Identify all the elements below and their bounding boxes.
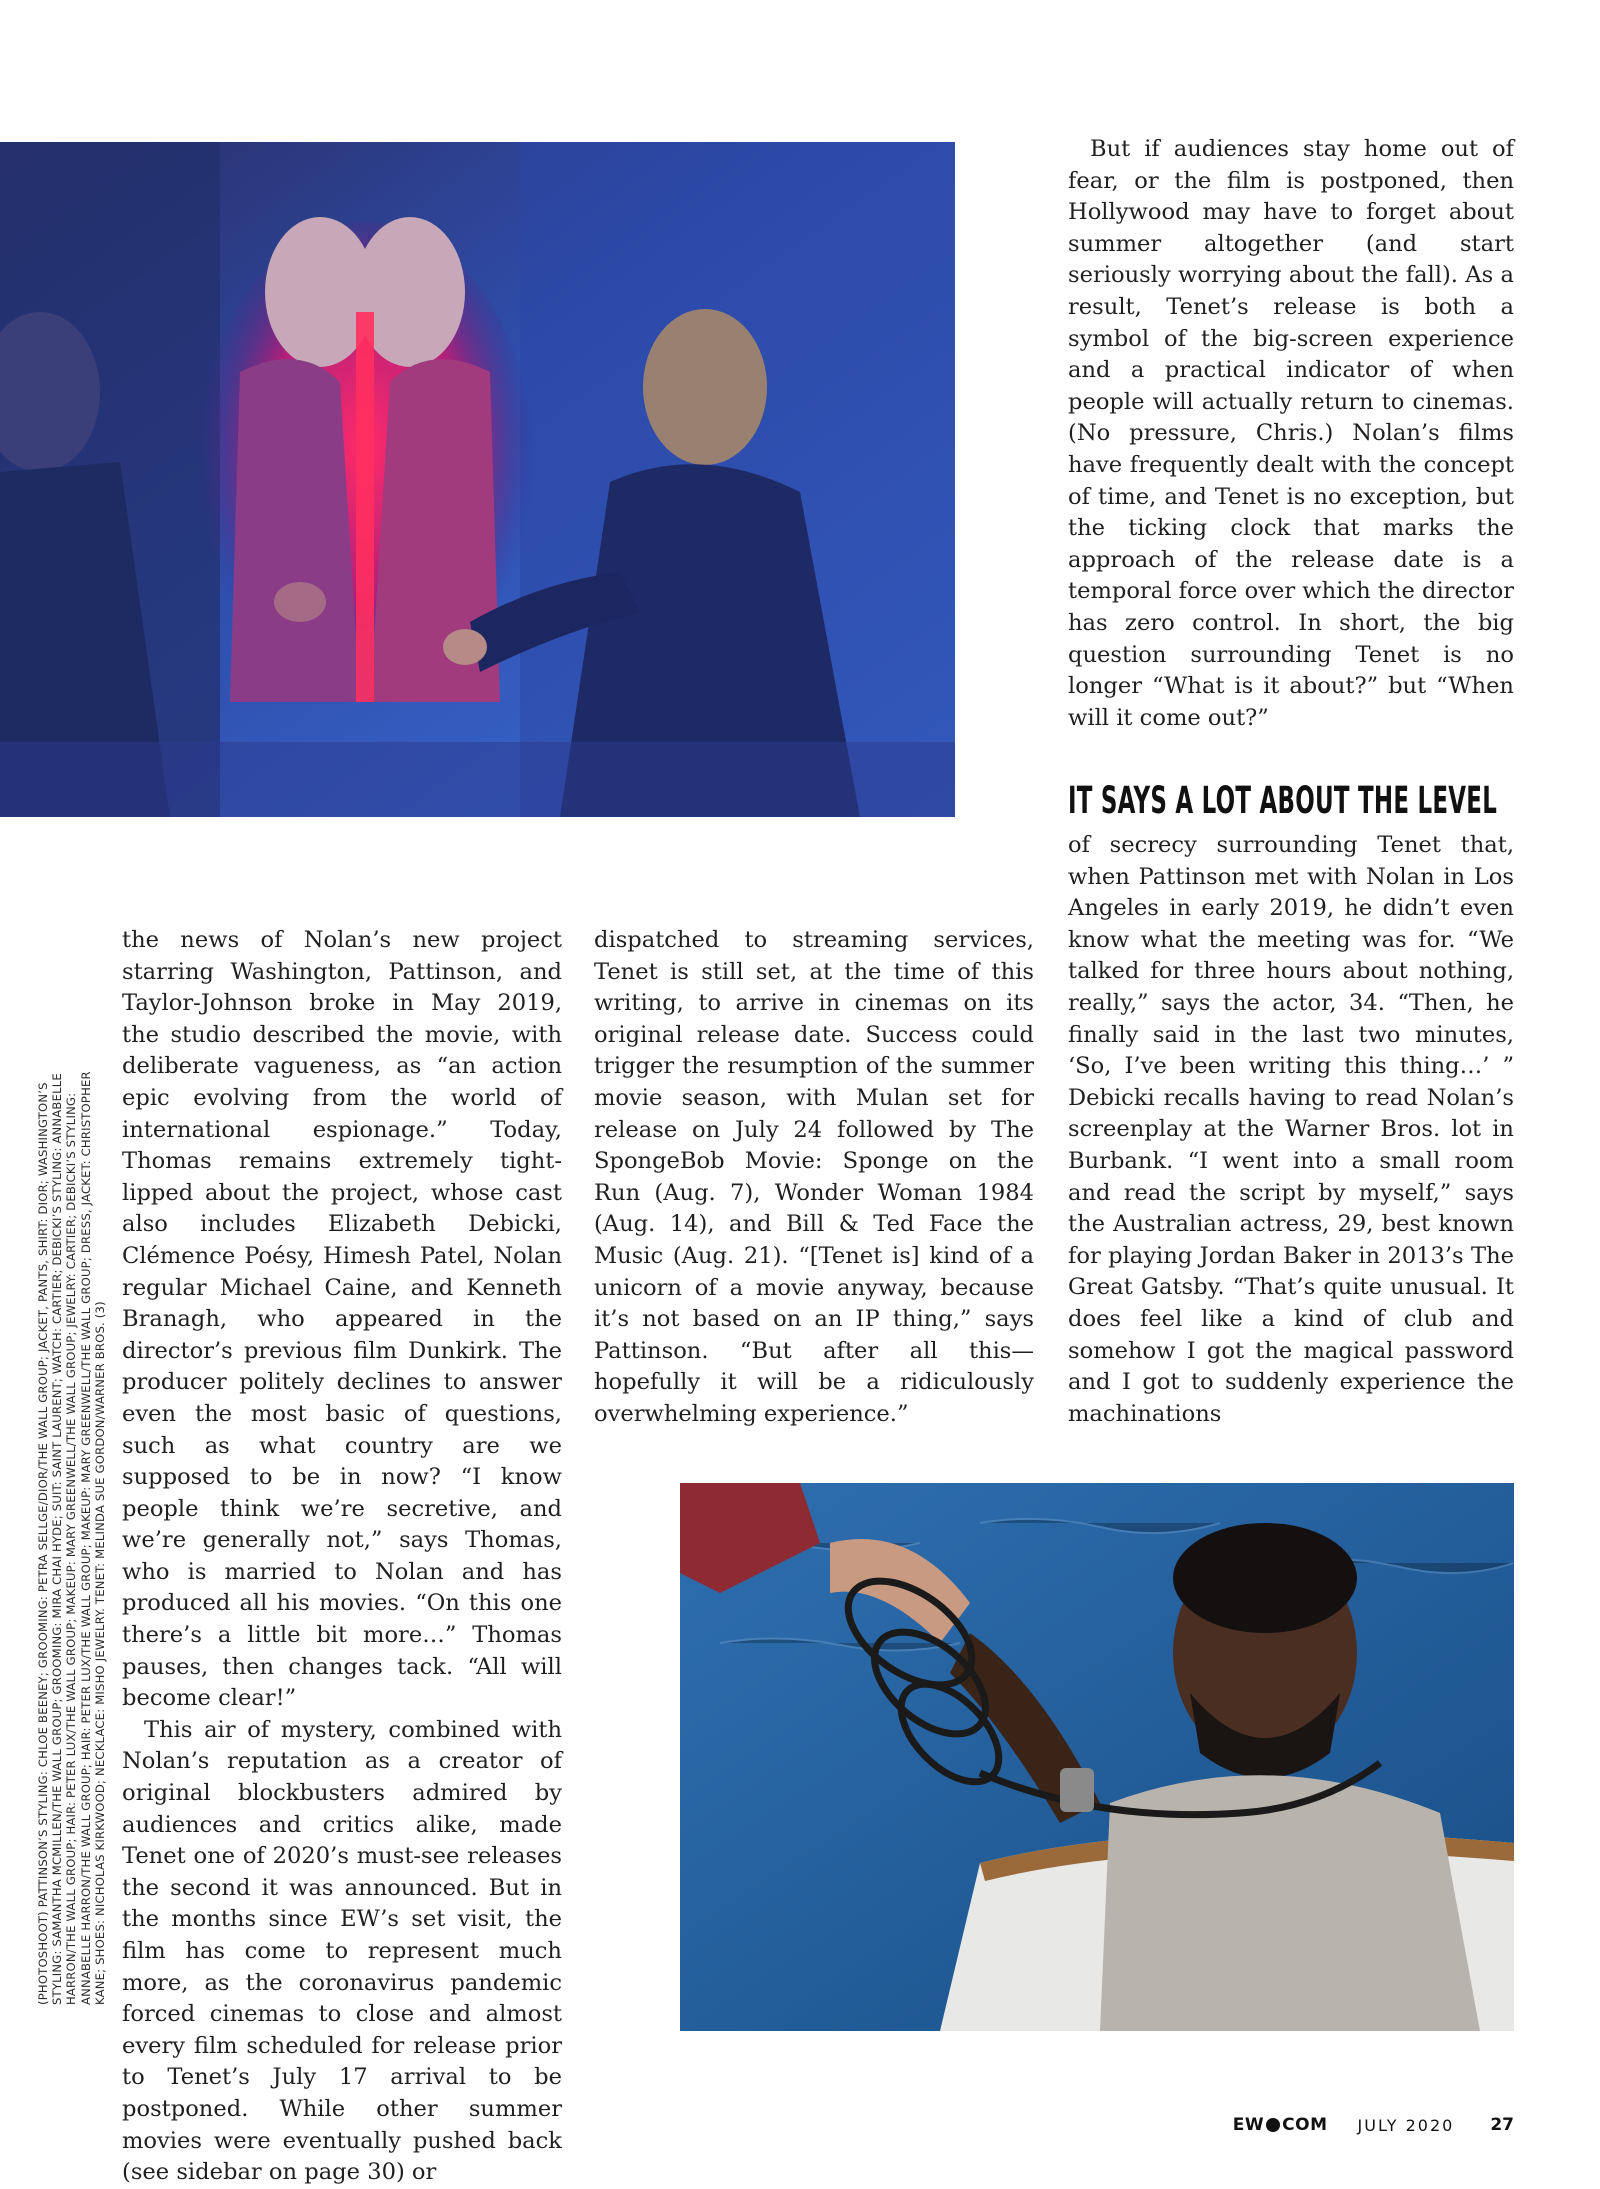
page-number: 27 (1490, 2115, 1514, 2135)
paragraph: But if audiences stay home out of fear, or the film is postponed, then Hollywood may have to forget about summer altogether (and start seriously worrying about the fall). As a result, Tenet’s release is both a symbol of the big-screen experience and a practical indicator of when people will actually return to cinemas. (No pressure, Chris.) Nolan’s films have frequently dealt with the concept of time, and Tenet is no exception, but the ticking clock that marks the approach of the release date is a temporal force over which the director has zero control. In short, the big question surrounding Tenet is no longer “What is it about?” but “When will it come out?” (1068, 136, 1514, 731)
paragraph: dispatched to streaming services, Tenet is still set, at the time of this writing, to arrive in cinemas on its original release date. Success could trigger the resumption of the summer movie season, with Mulan set for release on July 24 followed by The SpongeBob Movie: Sponge on the Run (Aug. 7), Wonder Woman 1984 (Aug. 14), and Bill & Ted Face the Music (Aug. 21). “[Tenet is] kind of a unicorn of a movie anyway, because it’s not based on an IP thing,” says Pattinson. “But after all this—hopefully it will be a ridiculously overwhelming experience.” (594, 927, 1034, 1427)
brand-right: COM (1282, 2115, 1328, 2135)
middle-column (594, 925, 1034, 1427)
top-photo (0, 142, 955, 817)
left-column (122, 925, 562, 2186)
section-heading: IT SAYS A LOT ABOUT THE LEVEL (1068, 779, 1498, 822)
right-column (1068, 830, 1514, 1427)
paragraph: This air of mystery, combined with Nolan’s reputation as a creator of original blockbusters admired by audiences and critics alike, made Tenet one of 2020’s must-see releases the second it was announced. But in the months since EW’s set visit, the film has come to represent much more, as the coronavirus pandemic forced cinemas to close and almost every film scheduled for release prior to Tenet’s July 17 arrival to be postponed. While other summer movies were eventually pushed back (see sidebar on page 30) or (122, 1716, 562, 2186)
page-footer (1233, 2110, 1514, 2140)
issue-date: JULY 2020 (1357, 2115, 1455, 2135)
brand-left: EW (1232, 2115, 1265, 2135)
photo-credits: (PHOTOSHOOT) PATTINSON’S STYLING: CHLOE BEENEY; GROOMING: PETRA SELLGE/DIOR/THE WALL GROUP; JACKET, PANTS, SHIRT: DIOR; WASHINGTON’S STYLING: SAMANTHA MCMILLEN/THE WALL GROUP; GROOMING: MIRA CHAI HYDE; SUIT: SAINT LAURENT; WATCH: CARTIER; DEBICKI’S STYLING: ANNABELLE HARRON/THE WALL GROUP; HAIR: PETER LUX/THE WALL GROUP; MAKEUP: MARY GREENWELL/THE WALL GROUP; JEWELRY: CARTIER; DEBICKI’S STYLING: ANNABELLE HARRON/THE WALL GROUP; HAIR: PETER LUX/THE WALL GROUP; MAKEUP: MARY GREENWELL/THE WALL GROUP; DRESS, JACKET: CHRISTOPHER KANE; SHOES: NICHOLAS KIRKWOOD; NECKLACE: MISHO JEWELRY. TENET: MELINDA SUE GORDON/WARNER BROS. (3) (36, 1071, 107, 2005)
brand-logo (1233, 2115, 1328, 2135)
paragraph: of secrecy surrounding Tenet that, when Pattinson met with Nolan in Los Angeles in early 2019, he didn’t even know what the meeting was for. “We talked for three hours about nothing, really,” says the actor, 34. “Then, he finally said in the last two minutes, ‘So, I’ve been writing this thing…’ ” Debicki recalls having to read Nolan’s screenplay at the Warner Bros. lot in Burbank. “I went into a small room and read the script by myself,” says the Australian actress, 29, best known for playing Jordan Baker in 2013’s The Great Gatsby. “That’s quite unusual. It does feel like a kind of club and somehow I got the magical password and I got to suddenly experience the machinations (1068, 832, 1514, 1427)
top-right-column (1068, 134, 1514, 731)
paragraph: the news of Nolan’s new project starring Washington, Pattinson, and Taylor-Johnson broke in May 2019, the studio described the movie, with deliberate vagueness, as “an action epic evolving from the world of international espionage.” Today, Thomas remains extremely tight-lipped about the project, whose cast also includes Elizabeth Debicki, Clémence Poésy, Himesh Patel, Nolan regular Michael Caine, and Kenneth Branagh, who appeared in the director’s previous film Dunkirk. The producer politely declines to answer even the most basic of questions, such as what country are we supposed to be in now? “I know people think we’re secretive, and we’re generally not,” says Thomas, who is married to Nolan and has produced all his movies. “On this one there’s a little bit more…” Thomas pauses, then changes tack. “All will become clear!” (122, 927, 562, 1712)
section-heading-wrap (1068, 776, 1514, 826)
brand-dot-icon (1266, 2118, 1280, 2132)
bottom-photo (680, 1483, 1514, 2031)
